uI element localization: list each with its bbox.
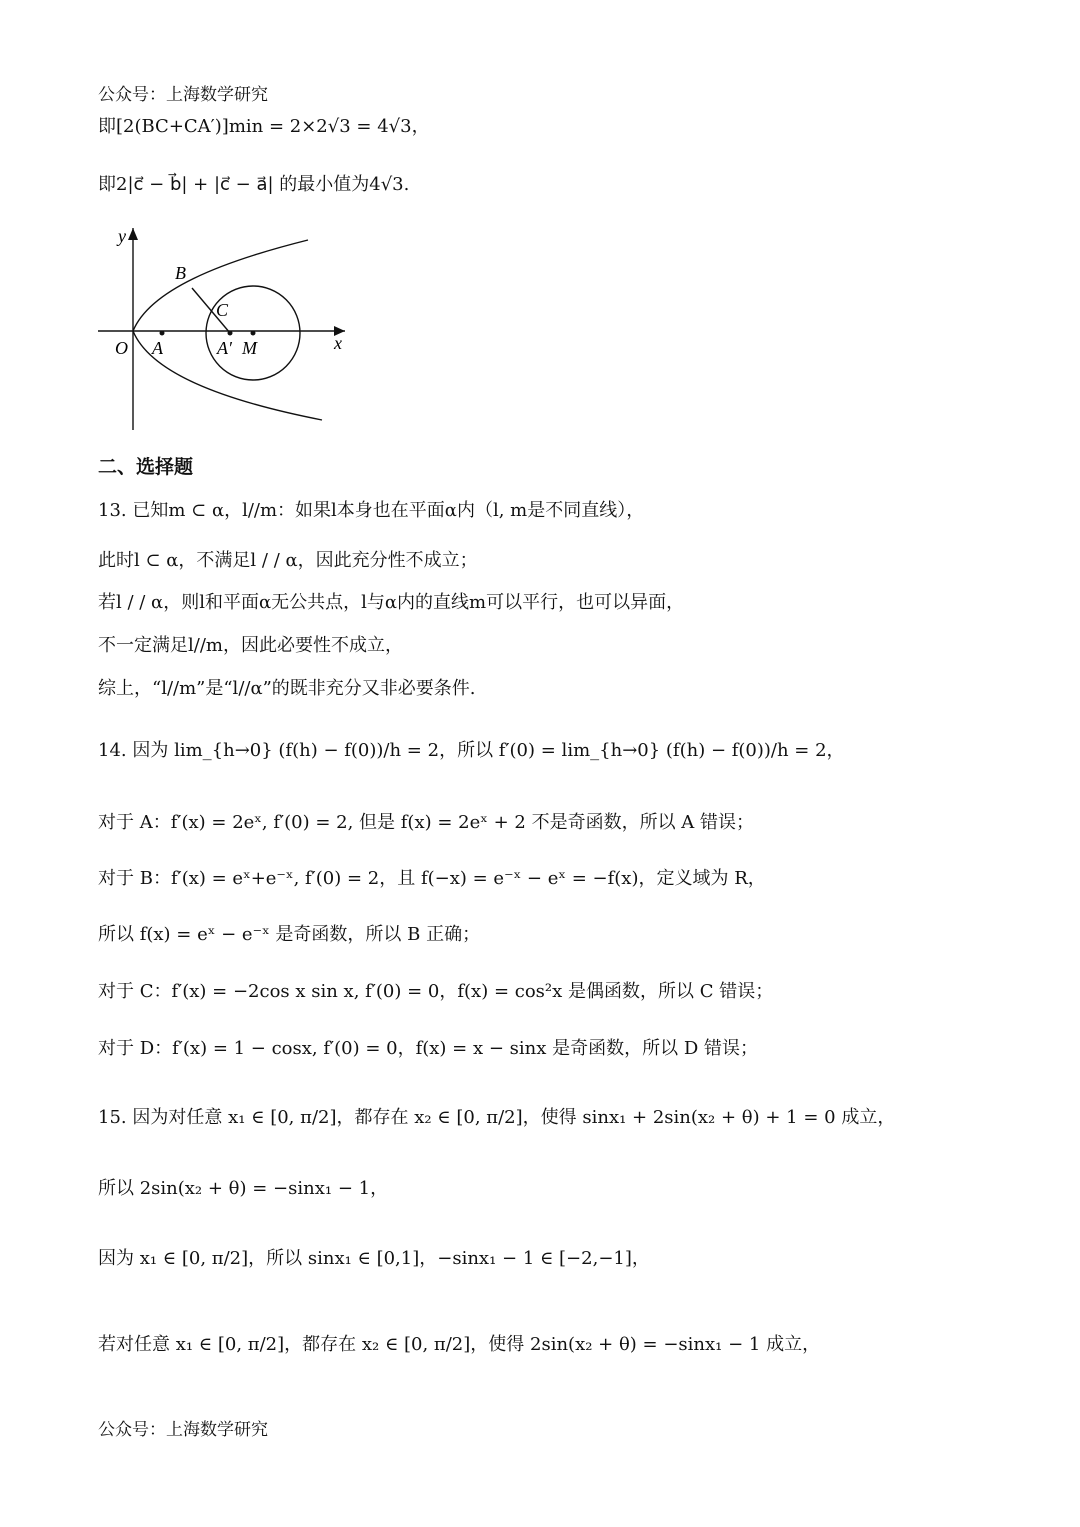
label-A: A: [152, 338, 163, 358]
line-13-5: 综上，“l//m”是“l//α”的既非充分又非必要条件.: [98, 678, 476, 699]
label-A-prime: A′: [217, 338, 232, 358]
line-13-3: 若l / / α，则l和平面α无公共点，l与α内的直线m可以平行，也可以异面，: [98, 592, 685, 613]
label-C: C: [216, 300, 229, 320]
label-O: O: [115, 338, 128, 358]
page-footer: 公众号：上海数学研究: [98, 1420, 268, 1440]
point-A-prime: [228, 331, 233, 336]
label-M: M: [242, 338, 257, 358]
line-14-2: 对于 A：f′(x) = 2eˣ, f′(0) = 2, 但是 f(x) = 2eˣ + 2 不是奇函数，所以 A 错误；: [98, 812, 755, 833]
label-y: y: [118, 226, 126, 246]
line-13-2: 此时l ⊂ α，不满足l / / α，因此充分性不成立；: [98, 550, 478, 571]
line-14-4: 所以 f(x) = eˣ − e⁻ˣ 是奇函数，所以 B 正确；: [98, 924, 481, 945]
label-B: B: [175, 263, 186, 283]
line-15-4: 若对任意 x₁ ∈ [0, π/2]，都存在 x₂ ∈ [0, π/2]，使得 2sin(x₂ + θ) = −sinx₁ − 1 成立，: [98, 1334, 821, 1355]
section-title: 二、选择题: [98, 456, 194, 478]
line-13-1: 13. 已知m ⊂ α，l//m：如果l本身也在平面α内（l, m是不同直线），: [98, 500, 645, 521]
line-14-1: 14. 因为 lim_{h→0} (f(h) − f(0))/h = 2，所以 f′(0) = lim_{h→0} (f(h) − f(0))/h = 2，: [98, 740, 845, 761]
label-x: x: [334, 333, 342, 353]
y-axis-arrow: [128, 228, 138, 240]
line-15-1: 15. 因为对任意 x₁ ∈ [0, π/2]，都存在 x₂ ∈ [0, π/2]，使得 sinx₁ + 2sin(x₂ + θ) + 1 = 0 成立，: [98, 1107, 896, 1128]
parabola-circle-figure: [95, 222, 355, 437]
line-1: 即[2(BC+CA′)]min = 2×2√3 = 4√3，: [98, 116, 430, 137]
line-14-3: 对于 B：f′(x) = eˣ+e⁻ˣ, f′(0) = 2，且 f(−x) = e⁻ˣ − eˣ = −f(x)，定义域为 R，: [98, 868, 766, 889]
point-A: [160, 331, 165, 336]
line-15-2: 所以 2sin(x₂ + θ) = −sinx₁ − 1，: [98, 1178, 389, 1199]
page-header: 公众号：上海数学研究: [98, 85, 268, 105]
line-13-4: 不一定满足l//m，因此必要性不成立，: [98, 635, 403, 656]
line-2: 即2|c⃗ − b⃗| + |c⃗ − a⃗| 的最小值为4√3.: [98, 174, 410, 195]
point-M: [251, 331, 256, 336]
line-15-3: 因为 x₁ ∈ [0, π/2]，所以 sinx₁ ∈ [0,1]，−sinx₁ − 1 ∈ [−2,−1]，: [98, 1248, 650, 1269]
line-14-5: 对于 C：f′(x) = −2cos x sin x, f′(0) = 0，f(x) = cos²x 是偶函数，所以 C 错误；: [98, 981, 774, 1002]
line-14-6: 对于 D：f′(x) = 1 − cosx, f′(0) = 0，f(x) = x − sinx 是奇函数，所以 D 错误；: [98, 1038, 758, 1059]
